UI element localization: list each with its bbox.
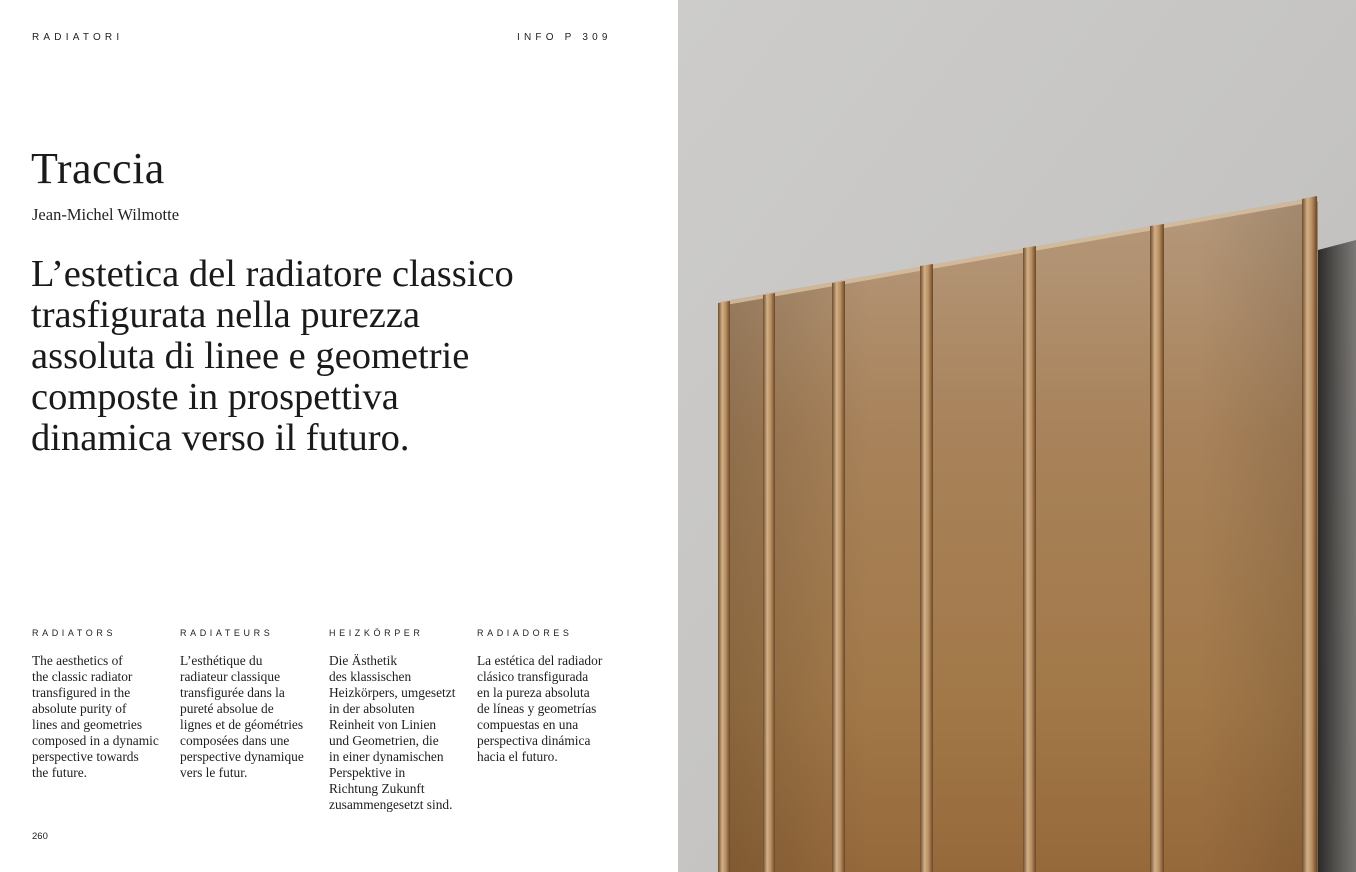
radiator-fin (1302, 196, 1317, 872)
translation-text (329, 653, 479, 813)
text-line: pureté absolue de (180, 701, 274, 716)
translation-text (32, 653, 182, 781)
text-line: des klassischen (329, 669, 412, 684)
text-line: en la pureza absoluta (477, 685, 590, 700)
text-line: Die Ästhetik (329, 653, 398, 668)
text-line: composées dans une (180, 733, 290, 748)
tagline-line: composte in prospettiva (31, 376, 399, 418)
text-line: lines and geometries (32, 717, 143, 732)
translation-french (180, 628, 330, 781)
text-line: und Geometrien, die (329, 733, 439, 748)
product-title: Traccia (31, 144, 165, 193)
designer-name: Jean-Michel Wilmotte (32, 205, 180, 224)
radiator-illustration (678, 0, 1356, 872)
product-tagline (31, 254, 591, 459)
text-line: compuestas en una (477, 717, 579, 732)
tagline-line: dinamica verso il futuro. (31, 417, 410, 459)
radiator-photo (678, 0, 1356, 872)
text-line: in einer dynamischen (329, 749, 444, 764)
translation-text (477, 653, 627, 765)
radiator-shading (720, 197, 1318, 872)
text-line: L’esthétique du (180, 653, 263, 668)
radiator-fin (1023, 246, 1036, 872)
text-line: zusammengesetzt sind. (329, 797, 453, 812)
text-line: transfigured in the (32, 685, 131, 700)
translation-german (329, 628, 479, 813)
text-line: radiateur classique (180, 669, 281, 684)
section-label: RADIATORI (32, 32, 124, 43)
text-line: La estética del radiador (477, 653, 603, 668)
text-line: transfigurée dans la (180, 685, 285, 700)
text-line: Heizkörpers, umgesetzt (329, 685, 456, 700)
tagline-line: trasfigurata nella purezza (31, 294, 421, 336)
text-line: composed in a dynamic (32, 733, 159, 748)
text-line: The aesthetics of (32, 653, 123, 668)
text-line: in der absoluten (329, 701, 415, 716)
language-label: RADIATEURS (180, 628, 274, 638)
text-line: Richtung Zukunft (329, 781, 425, 796)
tagline-line: L’estetica del radiatore classico (31, 253, 514, 295)
radiator-fin (920, 264, 933, 872)
language-label: RADIADORES (477, 628, 573, 638)
text-line: lignes et de géométries (180, 717, 304, 732)
text-line: hacia el futuro. (477, 749, 558, 764)
radiator-fin (1150, 224, 1164, 872)
text-line: perspective towards (32, 749, 139, 764)
info-page-reference: INFO P 309 (517, 32, 612, 43)
text-line: absolute purity of (32, 701, 127, 716)
radiator-fin (718, 301, 730, 872)
language-label: RADIATORS (32, 628, 117, 638)
text-line: perspective dynamique (180, 749, 304, 764)
text-line: vers le futur. (180, 765, 248, 780)
radiator-fin (832, 281, 845, 872)
page-number: 260 (32, 831, 48, 842)
wall-shadow (1318, 240, 1356, 872)
text-line: the classic radiator (32, 669, 133, 684)
text-line: the future. (32, 765, 88, 780)
text-line: clásico transfigurada (477, 669, 589, 684)
translation-spanish (477, 628, 627, 765)
text-line: Perspektive in (329, 765, 406, 780)
language-label: HEIZKÖRPER (329, 628, 424, 638)
text-line: perspectiva dinámica (477, 733, 591, 748)
translation-text (180, 653, 330, 781)
tagline-line: assoluta di linee e geometrie (31, 335, 470, 377)
radiator-fin (763, 293, 775, 872)
translation-english (32, 628, 182, 781)
text-line: de líneas y geometrías (477, 701, 597, 716)
text-line: Reinheit von Linien (329, 717, 437, 732)
